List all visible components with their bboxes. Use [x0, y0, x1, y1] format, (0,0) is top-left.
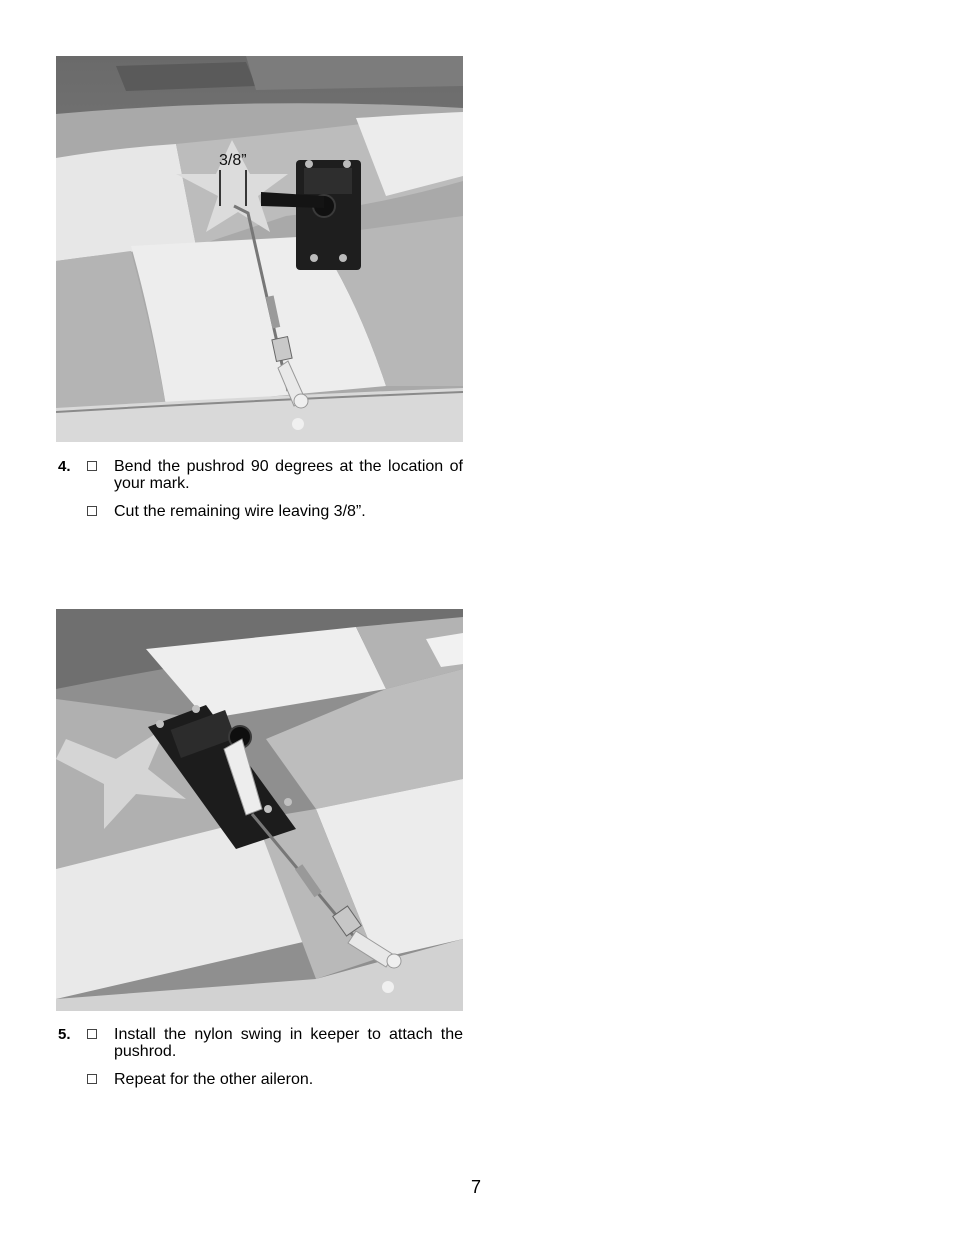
step-text: Repeat for the other aileron. — [114, 1071, 314, 1088]
checkbox-icon[interactable] — [87, 461, 97, 471]
photo-pushrod-bend-drawing — [56, 56, 463, 442]
step-4-item-1 — [56, 458, 463, 492]
photo-swing-keeper — [56, 609, 463, 1011]
measurement-label: 3/8” — [219, 152, 247, 169]
step-text: Install the nylon swing in keeper to attach the pushrod. — [114, 1026, 463, 1060]
photo-pushrod-bend — [56, 56, 463, 442]
step-5-item-1 — [56, 1026, 463, 1060]
checkbox-icon[interactable] — [87, 1029, 97, 1039]
step-number: 4. — [58, 458, 71, 475]
step-text: Bend the pushrod 90 degrees at the location of your mark. — [114, 458, 463, 492]
step-number: 5. — [58, 1026, 71, 1043]
step-text: Cut the remaining wire leaving 3/8”. — [114, 503, 366, 520]
step-4 — [56, 458, 463, 531]
checkbox-icon[interactable] — [87, 1074, 97, 1084]
photo-swing-keeper-drawing — [56, 609, 463, 1011]
step-5-item-2 — [56, 1071, 463, 1088]
page-number: 7 — [471, 1177, 482, 1197]
step-4-item-2 — [56, 503, 463, 520]
step-5 — [56, 1026, 463, 1099]
checkbox-icon[interactable] — [87, 506, 97, 516]
